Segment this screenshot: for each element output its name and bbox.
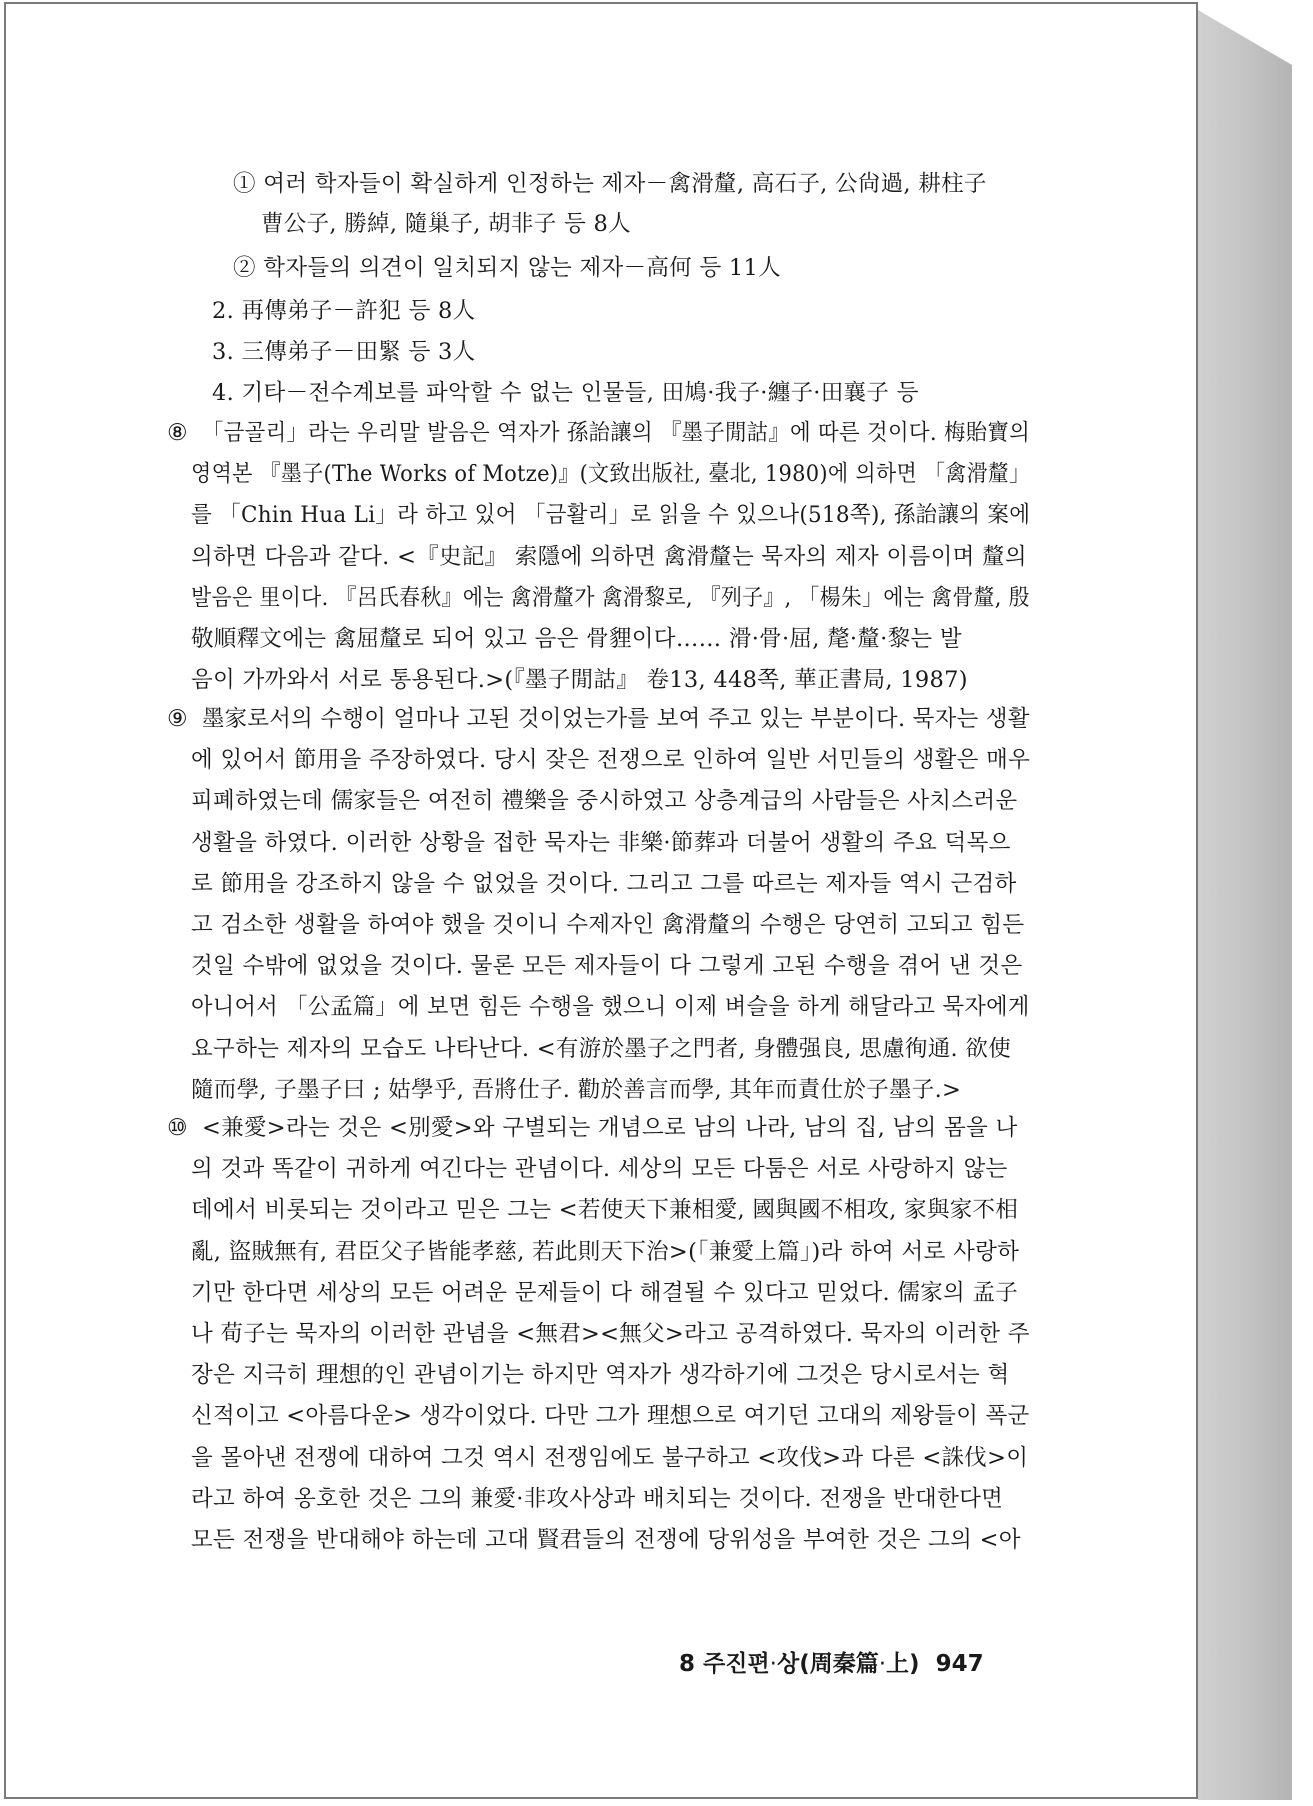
note-8-line-2: 영역본 『墨子(The Works of Motze)』(文致出版社, 臺北, 1980)에 의하면 「禽滑釐」 bbox=[191, 461, 1031, 487]
note-10-marker: ⑩ bbox=[167, 1115, 188, 1141]
list-item-1-line-1: ① 여러 학자들이 확실하게 인정하는 제자－禽滑釐, 高石子, 公尙過, 耕柱子 bbox=[233, 171, 987, 197]
note-9-line-4: 생활을 하였다. 이러한 상황을 접한 묵자는 非樂·節葬과 더불어 생활의 주요 덕목으 bbox=[191, 830, 1011, 856]
note-10-line-7: 장은 지극히 理想的인 관념이기는 하지만 역자가 생각하기에 그것은 당시로서는 혁 bbox=[191, 1362, 1010, 1388]
note-9-line-3: 피폐하였는데 儒家들은 여전히 禮樂을 중시하였고 상층계급의 사람들은 사치스러운 bbox=[191, 788, 1018, 814]
list-item-5: 4. 기타－전수계보를 파악할 수 없는 인물들, 田鳩·我子·纏子·田襄子 등 bbox=[212, 380, 919, 406]
note-9-line-2: 에 있어서 節用을 주장하였다. 당시 잦은 전쟁으로 인하여 일반 서민들의 생활은 매우 bbox=[191, 747, 1031, 773]
note-10-line-4: 亂, 盜賊無有, 君臣父子皆能孝慈, 若此則天下治>(「兼愛上篇」)라 하여 서로 사랑하 bbox=[191, 1239, 1020, 1265]
note-8-line-7: 음이 가까와서 서로 통용된다.>(『墨子閒詁』 卷13, 448쪽, 華正書局, 1987) bbox=[191, 667, 968, 693]
note-9-line-8: 아니어서 「公孟篇」에 보면 힘든 수행을 했으니 이제 벼슬을 하게 해달라고 묵자에게 bbox=[191, 994, 1030, 1020]
note-9-line-9: 요구하는 제자의 모습도 나타난다. <有游於墨子之門者, 身體强良, 思慮徇通. 欲使 bbox=[191, 1036, 1012, 1062]
note-8-line-3: 를 「Chin Hua Li」라 하고 있어 「금활리」로 읽을 수 있으나(518쪽), 孫詒讓의 案에 bbox=[191, 502, 1031, 528]
note-10-line-3: 데에서 비롯되는 것이라고 믿은 그는 <若使天下兼相愛, 國與國不相攻, 家與家不相 bbox=[191, 1197, 1019, 1223]
note-10-line-9: 을 몰아낸 전쟁에 대하여 그것 역시 전쟁임에도 불구하고 <攻伐>과 다른 <誅伐>이 bbox=[191, 1445, 1029, 1471]
note-10-line-2: 의 것과 똑같이 귀하게 여긴다는 관념이다. 세상의 모든 다툼은 서로 사랑하지 않는 bbox=[191, 1156, 1008, 1182]
note-9-marker: ⑨ bbox=[167, 706, 188, 732]
note-10-line-6: 나 荀子는 묵자의 이러한 관념을 <無君><無父>라고 공격하였다. 묵자의 이러한 주 bbox=[191, 1321, 1030, 1347]
note-9-line-7: 것일 수밖에 없었을 것이다. 물론 모든 제자들이 다 그렇게 고된 수행을 겪어 낸 것은 bbox=[191, 953, 1023, 979]
note-8-line-1: 「금골리」라는 우리말 발음은 역자가 孫詒讓의 『墨子閒詁』에 따른 것이다. 梅貽寶의 bbox=[202, 420, 1031, 446]
list-item-1-line-2: 曹公子, 勝綽, 隨巢子, 胡非子 등 8人 bbox=[261, 211, 631, 237]
footer-title: 상(周秦篇 bbox=[776, 1651, 879, 1677]
list-item-2: ② 학자들의 의견이 일치되지 않는 제자－高何 등 11人 bbox=[233, 255, 781, 281]
note-10-line-8: 신적이고 <아름다운> 생각이었다. 다만 그가 理想으로 여기던 고대의 제왕들이 폭군 bbox=[191, 1403, 1030, 1429]
list-item-3: 2. 再傳弟子－許犯 등 8人 bbox=[212, 298, 476, 324]
note-10-line-11: 모든 전쟁을 반대해야 하는데 고대 賢君들의 전쟁에 당위성을 부여한 것은 그의 <아 bbox=[191, 1527, 1021, 1553]
note-10-line-5: 기만 한다면 세상의 모든 어려운 문제들이 다 해결될 수 있다고 믿었다. 儒家의 孟子 bbox=[191, 1280, 1019, 1306]
note-9-line-10: 隨而學, 子墨子曰 ; 姑學乎, 吾將仕子. 勸於善言而學, 其年而責仕於子墨子.> bbox=[191, 1077, 962, 1103]
note-9-line-5: 로 節用을 강조하지 않을 수 없었을 것이다. 그리고 그를 따르는 제자들 역시 근검하 bbox=[191, 871, 1017, 897]
footer-dot-2: · bbox=[878, 1651, 887, 1677]
footer-dot: · bbox=[769, 1651, 777, 1677]
page-stack-edge bbox=[1198, 10, 1292, 1800]
note-9-line-1: 墨家로서의 수행이 얼마나 고된 것이었는가를 보여 주고 있는 부분이다. 묵자는 생활 bbox=[202, 706, 1030, 732]
note-8-line-4: 의하면 다음과 같다. <『史記』 索隱에 의하면 禽滑釐는 묵자의 제자 이름이며 釐의 bbox=[191, 544, 1027, 570]
page-number: 947 bbox=[935, 1651, 984, 1677]
note-8-line-6: 敬順釋文에는 禽屈釐로 되어 있고 음은 骨貍이다…… 滑·骨·屈, 氂·釐·黎는 발 bbox=[191, 626, 962, 652]
note-8-line-5: 발음은 里이다. 『呂氏春秋』에는 禽滑釐가 禽滑黎로, 『列子』, 「楊朱」에는 禽骨釐, 殷 bbox=[191, 585, 1030, 611]
note-9-line-6: 고 검소한 생활을 하여야 했을 것이니 수제자인 禽滑釐의 수행은 당연히 고되고 힘든 bbox=[191, 912, 1025, 938]
list-item-4: 3. 三傳弟子－田緊 등 3人 bbox=[212, 339, 476, 365]
footer-title-2: 上) bbox=[886, 1651, 920, 1677]
note-8-marker: ⑧ bbox=[167, 420, 188, 446]
note-10-line-10: 라고 하여 옹호한 것은 그의 兼愛·非攻사상과 배치되는 것이다. 전쟁을 반대한다면 bbox=[191, 1486, 1004, 1512]
footer-chapter: 8 주진편 bbox=[679, 1651, 770, 1677]
page-footer bbox=[679, 1645, 984, 1678]
note-10-line-1: <兼愛>라는 것은 <別愛>와 구별되는 개념으로 남의 나라, 남의 집, 남의 몸을 나 bbox=[202, 1115, 1018, 1141]
